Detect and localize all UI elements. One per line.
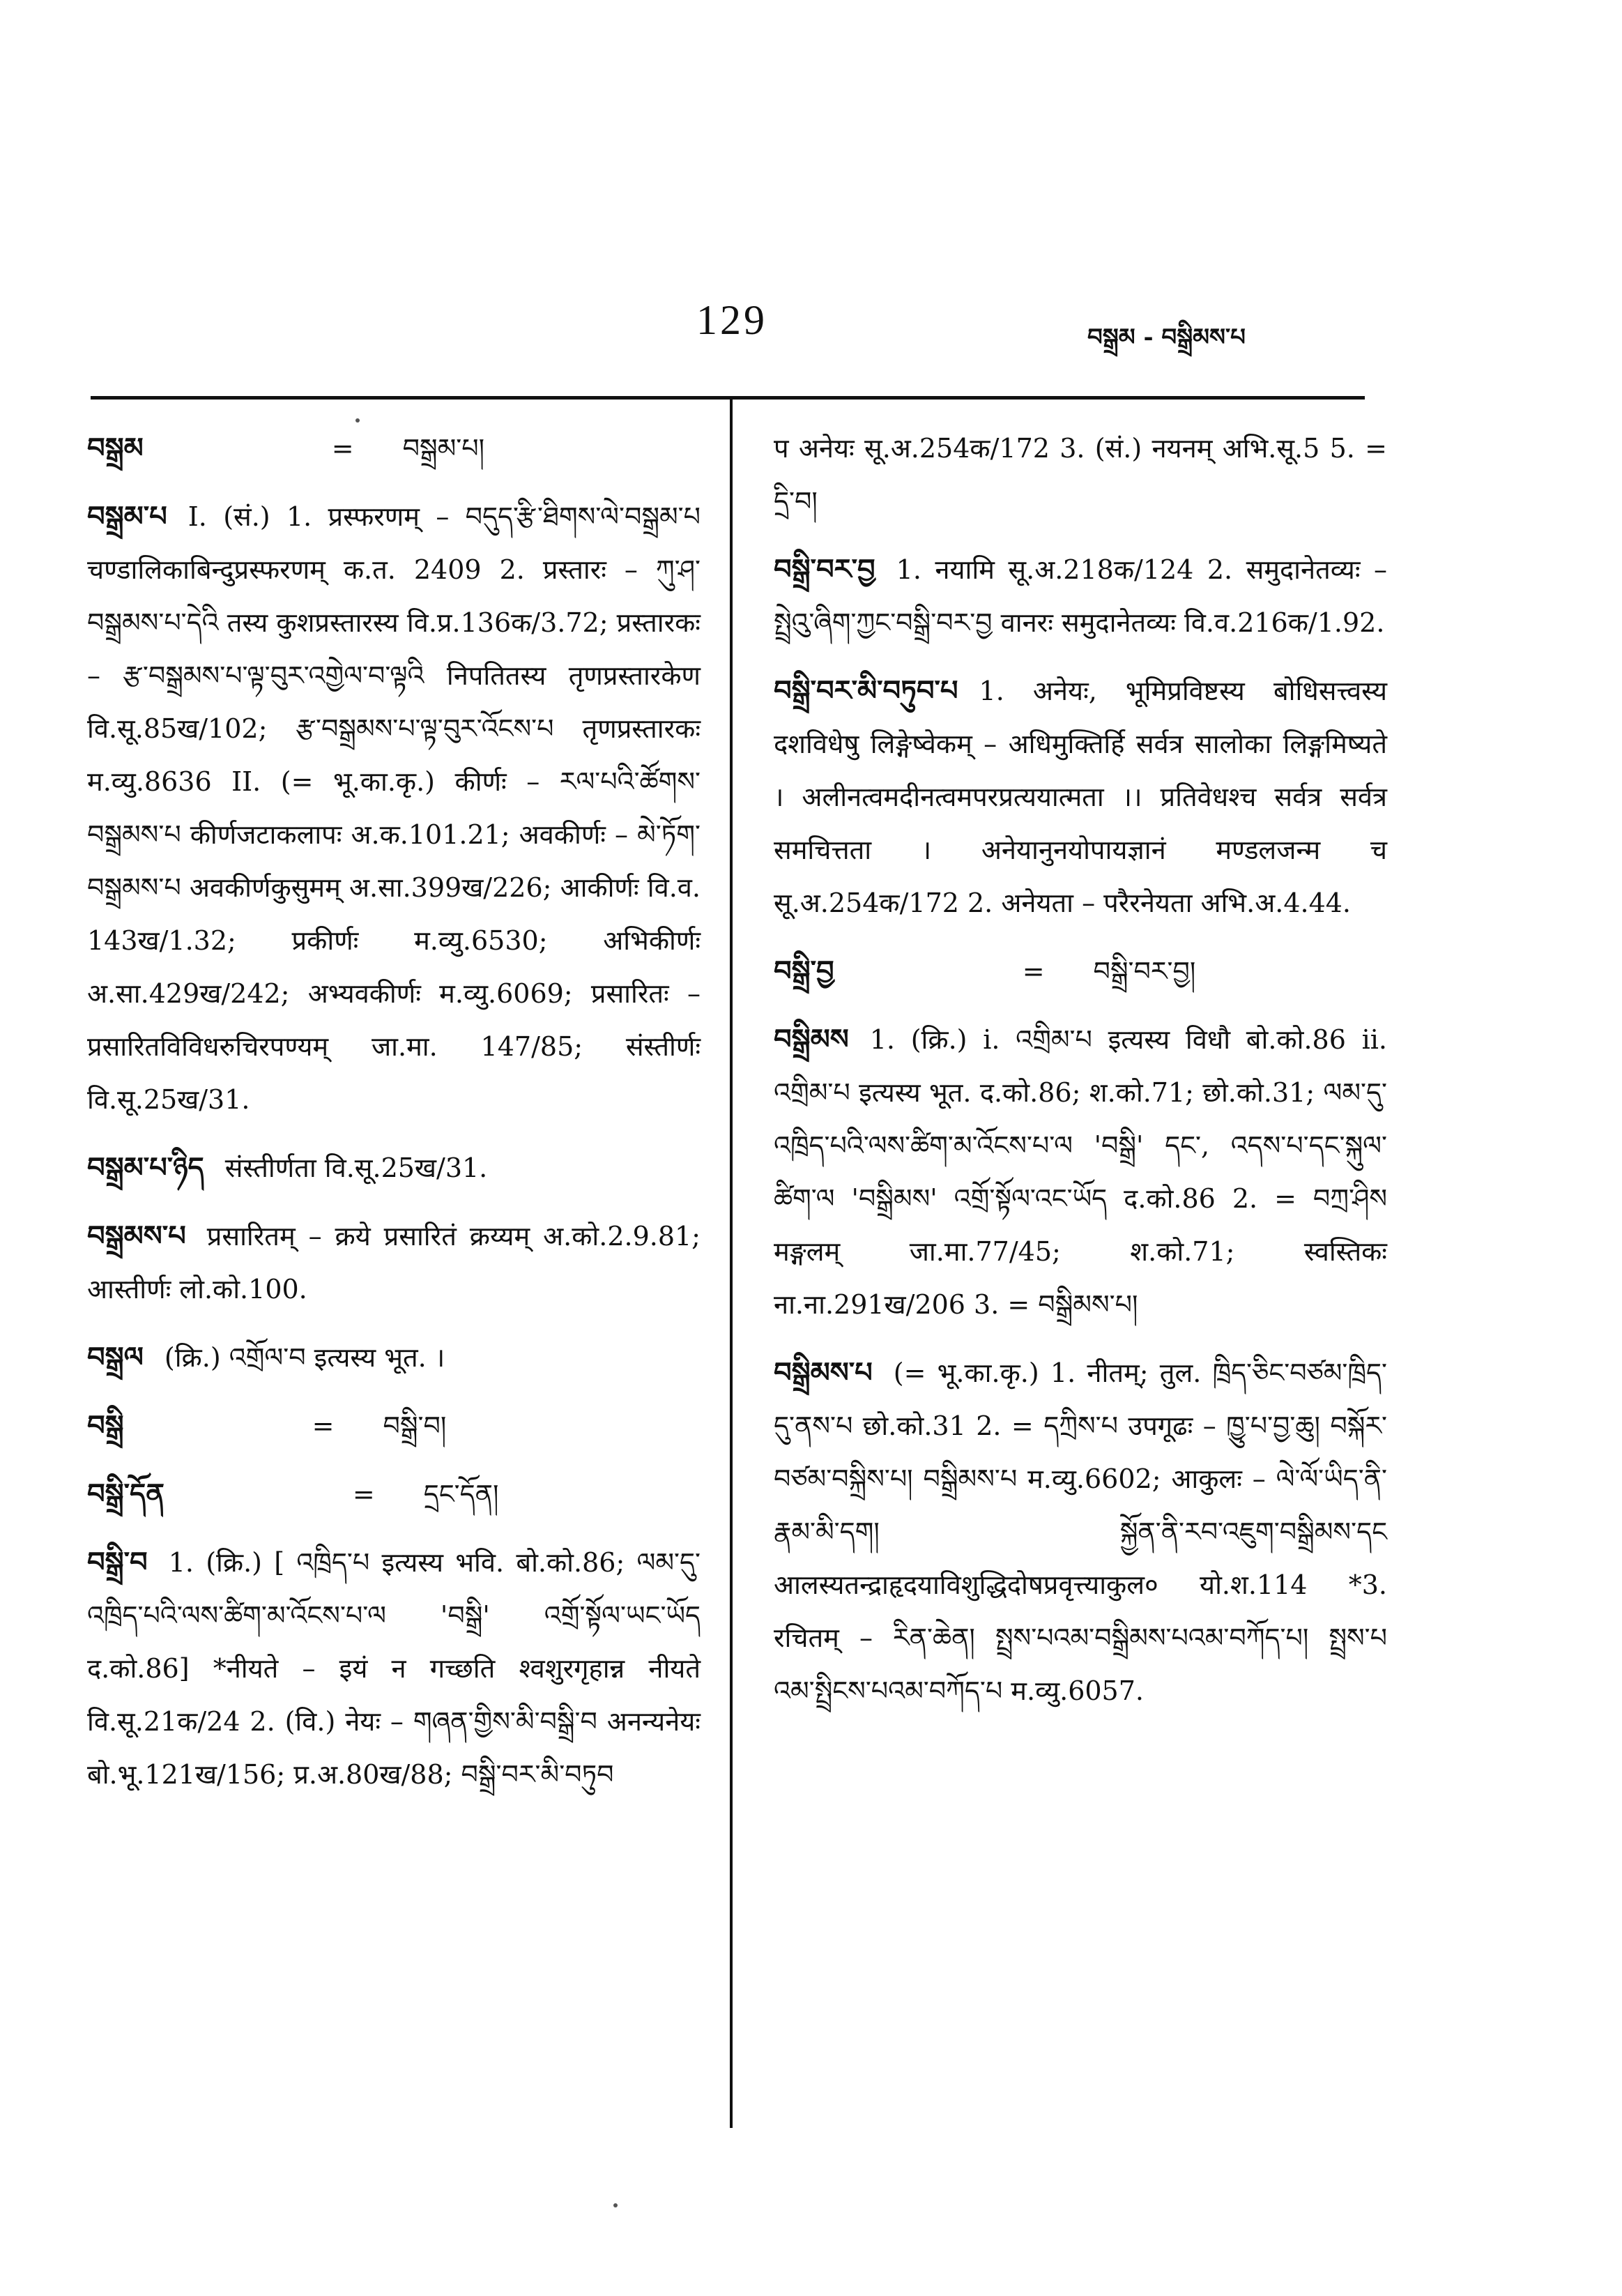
decorative-dot-bottom — [613, 2203, 618, 2207]
entry-body: 1. (क्रि.) [ འཁྲིད་པ इत्यस्य भवि. बो.को.86; ལམ་དུ་འཁྲིད་པའི་ལས་ཚིག་མ་འོངས་པ་ལ 'བསྒྲི' འགྲོ་སྟོལ་ཡང་ཡོད द.को.86] *नीयते – इयं न गच्छति श्वशुरगृहान्न नीयते वि.सू.21क/24 2. (वि.) नेयः – གཞན་གྱིས་མི་བསྒྲི་བ अनन्यनेयः बो.भू.121ख/156; प्र.अ.80ख/88; བསྒྲི་བར་མི་བཏུབ — [87, 1547, 701, 1790]
entry-headword: བསྒྲི — [87, 1409, 124, 1442]
entry-2 — [87, 1141, 701, 1194]
entry-r3 — [774, 945, 1387, 998]
equals-sign: = — [312, 1411, 335, 1441]
entry-3 — [87, 1210, 701, 1316]
entry-body: 1. (क्रि.) i. འགྲིམ་པ इत्यस्य विधौ बो.को.86 ii. འགྲིམ་པ इत्यस्य भूत. द.को.86; श.को.71; छो.को.31; ལམ་དུ་འཁྲིད་པའི་ལས་ཚིག་མ་འོངས་པ་ལ 'བསྒྲི' དང་, འདས་པ་དང་སྐུལ་ཚིག་ལ 'བསྒྲིམས' འགྲོ་སྟོལ་འང་ཡོད द.को.86 2. = བཀྲ་ཤིས मङ्गलम् जा.मा.77/45; श.को.71; स्वस्तिकः ना.ना.291ख/206 3. = བསྒྲིམས་པ། — [774, 1024, 1387, 1320]
entry-headword: བསྒྲམ་པ — [87, 500, 167, 533]
entry-body: བསྒྲམ་པ། — [402, 433, 485, 464]
entry-headword: བསྒྲིམས — [774, 1023, 849, 1056]
entry-body: དྲང་དོན། — [423, 1479, 499, 1510]
entry-body: प अनेयः सू.अ.254क/172 3. (सं.) नयनम् अभि.सू.5 5. = དྲི་བ། — [774, 433, 1387, 517]
entry-headword: བསྒྲམ་པ་ཉིད — [87, 1151, 204, 1184]
entry-body: प्रसारितम् – क्रये प्रसारितं क्रय्यम् अ.को.2.9.81; आस्तीर्णः लो.को.100. — [87, 1221, 701, 1305]
left-column — [87, 422, 701, 1816]
running-head: བསྒྲམ - བསྒྲིམས་པ — [1087, 324, 1246, 351]
equals-sign: = — [331, 433, 354, 464]
entry-4 — [87, 1331, 701, 1384]
entry-headword: བསྒྲམས་པ — [87, 1219, 186, 1252]
equals-sign: = — [352, 1479, 375, 1510]
entry-6 — [87, 1468, 701, 1521]
entry-headword: བསྒྲི་བ — [87, 1546, 148, 1579]
entry-body: 1. अनेयः, भूमिप्रविष्टस्य बोधिसत्त्वस्य दशविधेषु लिङ्गेष्वेकम् – अधिमुक्तिर्हि सर्वत्र सालोका लिङ्गमिष्यते । अलीनत्वमदीनत्वमपरप्रत्ययात्मता ।। प्रतिवेधश्च सर्वत्र सर्वत्र समचित्तता । अनेयानुनयोपायज्ञानं मण्डलजन्म च सू.अ.254क/172 2. अनेयता – परैरनेयता अभि.अ.4.44. — [774, 676, 1387, 918]
entry-headword: བསྒྲི་བྱ — [774, 955, 834, 987]
entry-headword: བསྒྲལ — [87, 1341, 144, 1374]
header-rule — [91, 396, 1365, 400]
equals-sign: = — [1022, 956, 1045, 987]
entry-r2 — [774, 664, 1387, 929]
entry-body: I. (सं.) 1. प्रस्फरणम् – བདུད་རྩི་ཐིགས་ལེ་བསྒྲམ་པ चण्डालिकाबिन्दुप्रस्फरणम् क.त. 2409 2. प्रस्तारः – ཀུ་ཤ་བསྒྲམས་པ་དེའི तस्य कुशप्रस्तारस्य वि.प्र.136क/3.72; प्रस्तारकः – རྩ་བསྒྲམས་པ་ལྟ་བུར་འགྱེལ་བ་ལྟའི निपतितस्य तृणप्रस्तारकेण वि.सू.85ख/102; རྩ་བསྒྲམས་པ་ལྟ་བུར་འོངས་པ तृणप्रस्तारकः म.व्यु.8636 II. (= भू.का.कृ.) कीर्णः – རལ་པའི་ཚོགས་བསྒྲམས་པ कीर्णजटाकलापः अ.क.101.21; अवकीर्णः – མེ་ཏོག་བསྒྲམས་པ अवकीर्णकुसुमम् अ.सा.399ख/226; आकीर्णः वि.व. 143ख/1.32; प्रकीर्णः म.व्यु.6530; अभिकीर्णः अ.सा.429ख/242; अभ्यवकीर्णः म.व्यु.6069; प्रसारितः – प्रसारितविविधरुचिरपण्यम् जा.मा. 147/85; संस्तीर्णः वि.सू.25ख/31. — [87, 501, 701, 1115]
entry-headword: བསྒྲི་བར་མི་བཏུབ་པ — [774, 674, 958, 707]
entry-headword: བསྒྲིམས་པ — [774, 1356, 873, 1389]
entry-7 — [87, 1536, 701, 1801]
entry-body: संस्तीर्णता वि.सू.25ख/31. — [224, 1153, 488, 1183]
entry-continuation — [774, 422, 1387, 528]
entry-r4 — [774, 1013, 1387, 1331]
entry-1 — [87, 490, 701, 1126]
entry-r1 — [774, 543, 1387, 649]
entry-5 — [87, 1399, 701, 1452]
right-column — [774, 422, 1387, 1733]
entry-headword: བསྒྲམ — [87, 432, 144, 464]
page-number: 129 — [696, 297, 767, 343]
entry-r5 — [774, 1346, 1387, 1717]
entry-headword: བསྒྲི་བར་བྱ — [774, 553, 875, 586]
column-divider — [730, 399, 733, 2128]
entry-body: 1. नयामि सू.अ.218क/124 2. समुदानेतव्यः – སྤྲེའུ་ཞིག་ཀྱང་བསྒྲི་བར་བྱ वानरः समुदानेतव्यः वि.व.216क/1.92. — [774, 554, 1387, 638]
entry-body: བསྒྲི་བར་བྱ། — [1093, 956, 1196, 987]
entry-body: (= भू.का.कृ.) 1. नीतम्; तुल. ཁྲིད་ཅིང་བཙམ་ཁྲིད་དུ་ནས་པ छो.को.31 2. = དཀྲིས་པ उपगूढः – ཁྱུ་པ་བྱ་ཆུ། བསྐོར་བཙམ་བསྐྲིས་པ། བསྒྲིམས་པ म.व्यु.6602; आकुलः – ལེ་ལོ་ཡིད་ནི་རྣམ་མི་དག། སྐྱོན་ནི་རབ་འཇུག་བསྒྲིམས་དང आलस्यतन्द्राहृदयाविशुद्धिदोषप्रवृत्त्याकुल० यो.श.114 *3. रचितम् – རིན་ཆེན། སྤྲས་པའམ་བསྒྲིམས་པའམ་བཀོད་པ། སྤྲས་པ འམ་སྤྲིངས་པའམ་བཀོད་པ म.व्यु.6057. — [774, 1358, 1387, 1706]
entry-body: (क्रि.) འགྲོལ་བ इत्यस्य भूत. । — [164, 1342, 445, 1373]
entry-0 — [87, 422, 701, 475]
entry-body: བསྒྲི་བ། — [383, 1411, 447, 1441]
entry-headword: བསྒྲི་དོན — [87, 1477, 165, 1510]
